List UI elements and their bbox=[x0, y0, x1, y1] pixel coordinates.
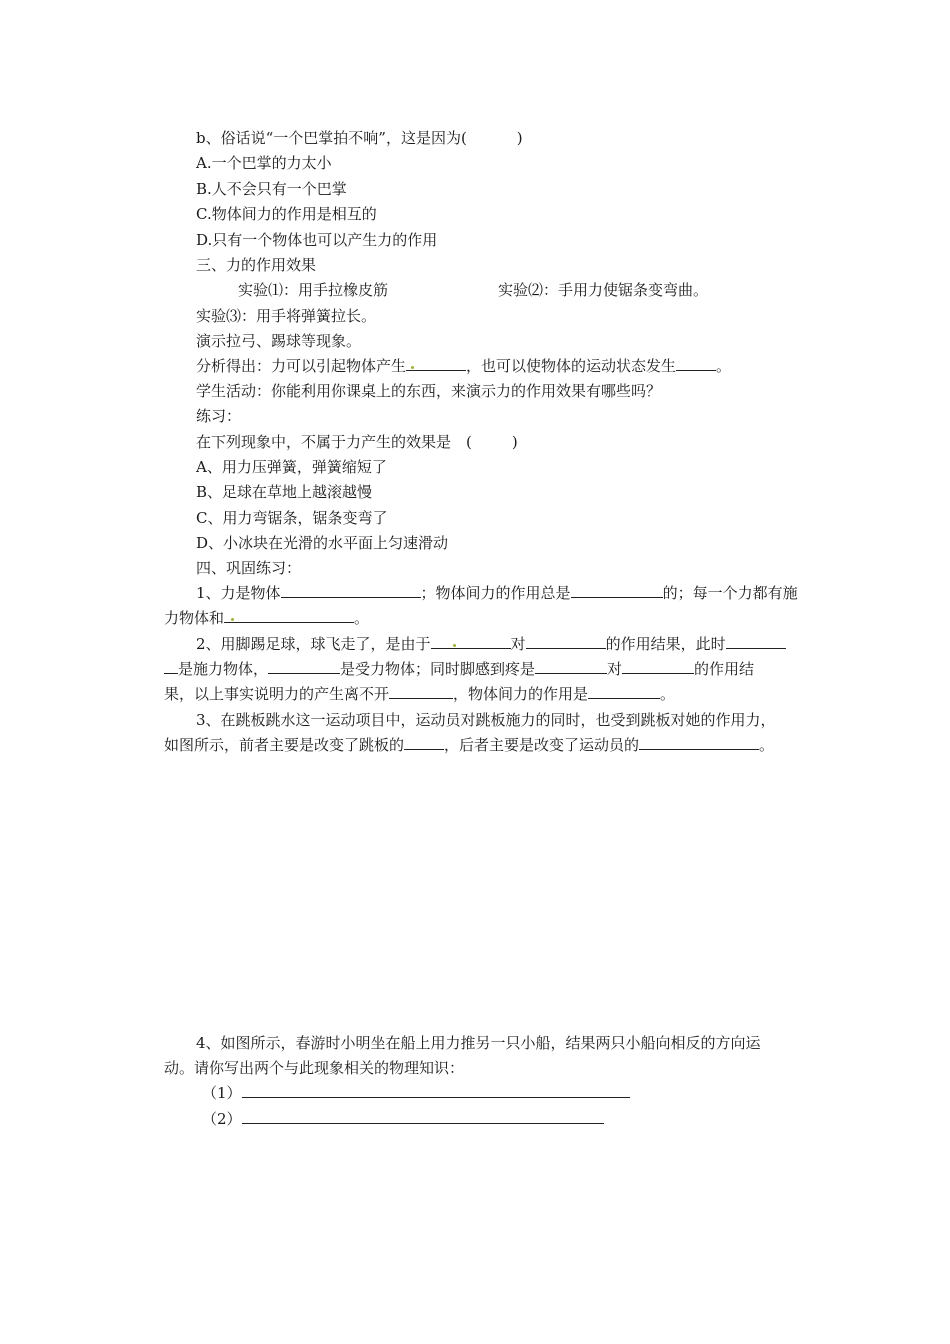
q4-line2: 动。请你写出两个与此现象相关的物理知识： bbox=[164, 1059, 465, 1077]
experiment-2: 实验⑵：手用力使锯条变弯曲。 bbox=[498, 281, 709, 299]
answer-blank[interactable] bbox=[164, 659, 178, 674]
section3-heading: 三、力的作用效果 bbox=[196, 256, 317, 274]
q1-text-b: ；物体间力的作用总是 bbox=[420, 584, 571, 602]
practice-option-a: A、用力压弹簧，弹簧缩短了 bbox=[196, 458, 387, 476]
q2-text-j: 。 bbox=[660, 685, 676, 703]
answer-blank[interactable] bbox=[535, 659, 607, 674]
q1-line2 bbox=[164, 608, 369, 628]
answer-blank[interactable] bbox=[431, 634, 511, 649]
analysis bbox=[196, 356, 731, 376]
answer-blank[interactable] bbox=[571, 583, 663, 598]
practice-label: 练习： bbox=[196, 407, 242, 425]
question-b bbox=[196, 128, 523, 148]
analysis-text-b: ，也可以使物体的运动状态发生 bbox=[466, 357, 677, 375]
q2-line2 bbox=[164, 659, 754, 679]
q1-text-c: 的；每一个力都有施 bbox=[662, 584, 798, 602]
practice-close: ) bbox=[511, 433, 518, 451]
q4-answer-2 bbox=[202, 1109, 604, 1129]
q3-line1: 3、在跳板跳水这一运动项目中，运动员对跳板施力的同时，也受到跳板对她的作用力， bbox=[196, 711, 776, 729]
practice-option-b: B、足球在草地上越滚越慢 bbox=[196, 483, 373, 501]
answer-blank[interactable] bbox=[281, 583, 421, 598]
practice-option-d: D、小冰块在光滑的水平面上匀速滑动 bbox=[196, 534, 449, 552]
q1-text-d: 力物体和 bbox=[164, 609, 225, 627]
q4-answer-1 bbox=[202, 1083, 630, 1103]
answer-blank[interactable] bbox=[526, 634, 606, 649]
experiment-1: 实验⑴：用手拉橡皮筋 bbox=[238, 281, 389, 299]
practice-option-c: C、用力弯锯条，锯条变弯了 bbox=[196, 509, 388, 527]
answer-line[interactable] bbox=[242, 1109, 604, 1124]
analysis-text-a: 分析得出：力可以引起物体产生 bbox=[196, 357, 407, 375]
experiment-3: 实验⑶：用手将弹簧拉长。 bbox=[196, 307, 377, 325]
q4-line1: 4、如图所示，春游时小明坐在船上用力推另一只小船，结果两只小船向相反的方向运 bbox=[196, 1034, 761, 1052]
answer-blank[interactable] bbox=[224, 608, 354, 623]
answer-blank[interactable] bbox=[389, 684, 453, 699]
answer-blank[interactable] bbox=[268, 659, 340, 674]
section4-heading: 四、巩固练习： bbox=[196, 559, 302, 577]
option-a: A.一个巴掌的力太小 bbox=[196, 154, 332, 172]
q2-text-c: 的作用结果，此时 bbox=[605, 635, 726, 653]
answer-blank[interactable] bbox=[676, 356, 716, 371]
q2-text-d: 是施力物体， bbox=[178, 660, 269, 678]
q4-answer-2-label: （2） bbox=[202, 1110, 242, 1128]
q3-line2 bbox=[164, 735, 774, 755]
question-b-close: ) bbox=[516, 129, 523, 147]
q2-text-i: ，物体间力的作用是 bbox=[453, 685, 589, 703]
q2-line3 bbox=[164, 684, 675, 704]
q2-text-b: 对 bbox=[510, 635, 526, 653]
answer-blank[interactable] bbox=[406, 356, 466, 371]
analysis-text-c: 。 bbox=[716, 357, 732, 375]
demo-text: 演示拉弓、踢球等现象。 bbox=[196, 332, 362, 350]
q1-text-a: 1、力是物体 bbox=[196, 584, 281, 602]
answer-blank[interactable] bbox=[726, 634, 786, 649]
q1-line1 bbox=[196, 583, 798, 603]
option-b: B.人不会只有一个巴掌 bbox=[196, 180, 347, 198]
q2-text-f: 对 bbox=[607, 660, 623, 678]
q2-text-h: 果，以上事实说明力的产生离不开 bbox=[164, 685, 390, 703]
q2-line1 bbox=[196, 634, 786, 654]
option-c: C.物体间力的作用是相互的 bbox=[196, 205, 377, 223]
q2-text-g: 的作用结 bbox=[694, 660, 755, 678]
q1-text-e: 。 bbox=[354, 609, 370, 627]
answer-line[interactable] bbox=[242, 1083, 630, 1098]
q2-text-e: 是受力物体；同时脚感到疼是 bbox=[340, 660, 536, 678]
practice-question-text: 在下列现象中，不属于力产生的效果是 ( bbox=[196, 433, 472, 451]
answer-blank[interactable] bbox=[639, 735, 759, 750]
student-activity: 学生活动：你能利用你课桌上的东西，来演示力的作用效果有哪些吗？ bbox=[196, 382, 662, 400]
practice-question bbox=[196, 432, 518, 452]
q2-text-a: 2、用脚踢足球，球飞走了，是由于 bbox=[196, 635, 431, 653]
q3-text-d: 。 bbox=[759, 736, 775, 754]
question-b-text: b、俗话说“一个巴掌拍不响”，这是因为( bbox=[196, 129, 467, 147]
answer-blank[interactable] bbox=[588, 684, 660, 699]
q3-text-c: ，后者主要是改变了运动员的 bbox=[444, 736, 640, 754]
option-d: D.只有一个物体也可以产生力的作用 bbox=[196, 231, 438, 249]
q3-text-b: 如图所示，前者主要是改变了跳板的 bbox=[164, 736, 405, 754]
q4-answer-1-label: （1） bbox=[202, 1084, 242, 1102]
answer-blank[interactable] bbox=[404, 735, 444, 750]
answer-blank[interactable] bbox=[622, 659, 694, 674]
